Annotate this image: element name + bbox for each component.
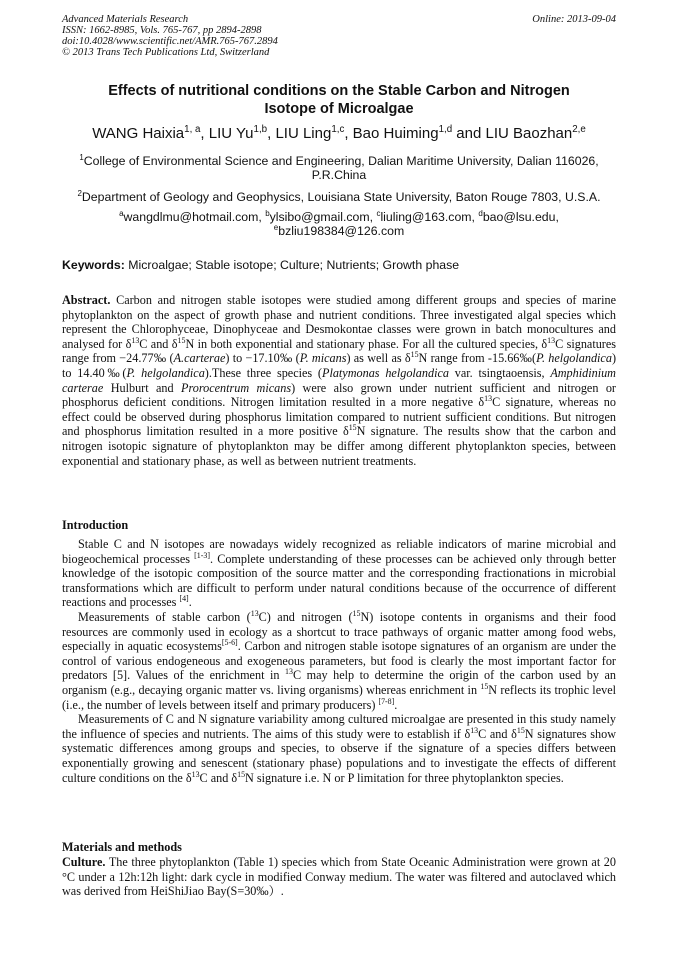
abstract-text: ) were also grown under nutrient sufficient and nitrogen or phosphorus deficient conditions. Nitrogen limitation resulted in a more negative δ xyxy=(62,380,616,410)
intro-text: N reflects its trophic level (i.e., the number of levels between itself and primary producers) xyxy=(62,682,616,712)
species-name: Amphidinium carterae xyxy=(62,365,616,395)
abstract-text: N range from -15.66‰( xyxy=(418,351,537,366)
isotope-sup: 15 xyxy=(237,769,246,779)
affil-1-line-2: P.R.China xyxy=(311,168,367,182)
intro-text: N signatures show systematic differences among groups and species, to observe if the signature of a species differs between exponentially growing and senescent (stationary phase) populations and to investigate the effects of different culture conditions on the δ xyxy=(62,726,617,785)
citation[interactable]: [7-8] xyxy=(378,696,395,706)
introduction-heading: Introduction xyxy=(62,518,129,532)
intro-text: . xyxy=(188,595,192,610)
abstract-text: ) to 14.40‰( xyxy=(62,351,616,380)
abstract-text: ) to −17.10‰ ( xyxy=(225,351,300,366)
email-e[interactable]: bzliu198384@126.com xyxy=(278,224,405,238)
author-affil: 1,b xyxy=(253,124,268,135)
isotope-sup: 13 xyxy=(285,667,293,677)
abstract-text: ) as well as δ xyxy=(346,351,411,366)
isotope-sup: 15 xyxy=(516,725,525,735)
author-name: LIU Yu xyxy=(208,125,254,142)
keywords-text: Microalgae; Stable isotope; Culture; Nutrients; Growth phase xyxy=(124,258,460,272)
intro-paragraph-1 xyxy=(62,537,616,610)
species-name: Platymonas helgolandica xyxy=(322,365,449,380)
email-marker: b xyxy=(265,208,270,218)
affil-1-line-1: College of Environmental Science and Engineering, Dalian Maritime University, Dalian 116026, xyxy=(83,154,599,168)
email-d[interactable]: bao@lsu.edu, xyxy=(482,210,559,224)
methods-body xyxy=(62,855,616,899)
isotope-sup: 13 xyxy=(191,769,200,779)
isotope-sup: 13 xyxy=(250,608,259,618)
abstract-text: C signatures range from −24.77‰ ( xyxy=(62,336,617,366)
intro-text: Measurements of stable carbon ( xyxy=(78,609,251,624)
intro-text: C) and nitrogen ( xyxy=(258,609,353,624)
author-sep: , xyxy=(267,125,276,142)
author-affil: 2,e xyxy=(572,124,586,135)
citation[interactable]: [5-6] xyxy=(221,638,238,648)
abstract-text: C signature, whereas no effect could be observed during phosphorus limitation compared to nutrient sufficient conditions. But nitrogen and phosphorus limitation resulted in a more positive δ xyxy=(62,395,616,439)
issn-line: ISSN: 1662-8985, Vols. 765-767, pp 2894-2898 xyxy=(62,25,262,36)
intro-text: Measurements of C and N signature variability among cultured microalgae are presented in this study namely the influence of species and nutrients. The aims of this study were to establish if δ xyxy=(62,712,616,741)
intro-text: C and δ xyxy=(478,726,517,741)
intro-text: . Carbon and nitrogen stable isotope signatures of an organism are under the control of various endogeneous and exogeneous parameters, but food is clearly the most important factor for predators [5]. Values of the enrichment in xyxy=(62,639,616,683)
introduction-body xyxy=(62,537,616,785)
email-list xyxy=(62,210,616,238)
abstract-text: Hulburt and xyxy=(103,380,181,395)
copyright-line: © 2013 Trans Tech Publications Ltd, Switzerland xyxy=(62,47,270,58)
email-marker: d xyxy=(478,208,483,218)
title-line-2: Isotope of Microalgae xyxy=(264,101,414,117)
species-name: P. micans xyxy=(299,351,347,366)
online-date: Online: 2013-09-04 xyxy=(532,14,616,25)
email-b[interactable]: ylsibo@gmail.com, xyxy=(269,210,377,224)
abstract-text: C and δ xyxy=(139,336,178,351)
title-line-1: Effects of nutritional conditions on the Stable Carbon and Nitrogen xyxy=(108,83,570,99)
author-sep: , xyxy=(344,125,353,142)
keywords-label: Keywords: xyxy=(62,258,125,272)
methods-text: The three phytoplankton (Table 1) species which from State Oceanic Administration were grown at 20 °C under a 12h:12h light: dark cycle in modified Conway medium. The water was filtered and autoclaved which was derived from HeiShiJiao Bay(S=30‰）. xyxy=(62,855,616,899)
affiliation-1 xyxy=(62,154,616,182)
abstract-text: Carbon and nitrogen stable isotopes were studied among different groups and species of marine phytoplankton on the aspect of growth phase and nutrient conditions. Three investigated algal species which represent the Chlorophyceae, Dinophyceae and Desmokontae classes were grown in batch monocultures and analysed for δ xyxy=(62,293,616,351)
email-a[interactable]: wangdlmu@hotmail.com, xyxy=(123,210,266,224)
email-marker: a xyxy=(119,208,124,218)
email-c[interactable]: liuling@163.com, xyxy=(380,210,479,224)
isotope-sup: 13 xyxy=(547,335,556,345)
isotope-sup: 15 xyxy=(348,423,357,433)
abstract-text: ).These three species ( xyxy=(204,365,322,380)
intro-text: . xyxy=(394,697,398,712)
species-name: A.carterae xyxy=(173,351,226,366)
isotope-sup: 15 xyxy=(410,350,419,360)
affil-2-text: Department of Geology and Geophysics, Louisiana State University, Baton Rouge 7803, U.S.A. xyxy=(81,190,601,204)
intro-text: . Complete understanding of these processes can be achieved only through better knowledge of the isotopic composition of the source matter and the corresponding fractionations in microbial transformations which are difficult to perform under natural conditions because of the occurrence of different reactions and processes xyxy=(62,551,616,610)
author-name: LIU Baozhan xyxy=(485,125,573,142)
species-name: Prorocentrum micans xyxy=(181,380,292,395)
species-name: P. helgolandica xyxy=(126,365,205,380)
citation[interactable]: [4] xyxy=(179,594,189,604)
species-name: P. helgolandica xyxy=(536,351,612,366)
intro-text: C and δ xyxy=(199,770,238,785)
author-name: LIU Ling xyxy=(275,125,332,142)
journal-header xyxy=(62,14,616,58)
paper-title xyxy=(62,82,616,118)
isotope-sup: 13 xyxy=(131,335,140,345)
intro-paragraph-3 xyxy=(62,712,616,785)
isotope-sup: 15 xyxy=(352,608,361,618)
isotope-sup: 13 xyxy=(470,725,479,735)
intro-text: C may help to determine the origin of the carbon used by an organism (e.g., decaying organic matter vs. living organisms) whereas enrichment in xyxy=(62,668,616,697)
email-marker: e xyxy=(273,222,279,232)
author-affil: 1,d xyxy=(438,124,453,135)
affiliation-2 xyxy=(62,190,616,204)
abstract-text: N in both exponential and stationary phase. For all the cultured species, δ xyxy=(185,336,548,351)
abstract-label: Abstract. xyxy=(62,293,111,307)
author-affil: 1,c xyxy=(331,124,345,135)
author-affil: 1, a xyxy=(184,124,201,135)
intro-text: N) isotope contents in organisms and their food resources are commonly used in ecology as a shortcut to trace pathways of organic matter among food webs, especially in aquatic ecosystems xyxy=(62,609,616,654)
isotope-sup: 15 xyxy=(177,335,186,345)
keywords xyxy=(62,258,616,273)
abstract xyxy=(62,293,616,468)
email-marker: c xyxy=(376,208,381,218)
affil-marker: 1 xyxy=(79,152,84,162)
doi-line: doi:10.4028/www.scientific.net/AMR.765-767.2894 xyxy=(62,36,278,47)
author-sep: and xyxy=(452,125,486,142)
isotope-sup: 15 xyxy=(480,681,489,691)
intro-text: N signature i.e. N or P limitation for three phytoplankton species. xyxy=(245,770,564,785)
citation[interactable]: [1-3] xyxy=(194,550,210,560)
author-name: WANG Haixia xyxy=(92,125,185,142)
abstract-text: N signature. The results show that the carbon and nitrogen isotopic signature of phytoplankton may be differ among different phytoplankton species, between exponential and stationary phase, as well as between nutrient treatments. xyxy=(62,424,616,468)
abstract-text: var. tsingtaoensis, xyxy=(448,365,551,380)
author-sep: , xyxy=(200,125,209,142)
author-list xyxy=(40,125,638,143)
intro-text: Stable C and N isotopes are nowadays widely recognized as reliable indicators of marine microbial and biogeochemical processes xyxy=(62,537,616,566)
author-name: Bao Huiming xyxy=(352,125,439,142)
culture-label: Culture. xyxy=(62,855,106,869)
isotope-sup: 13 xyxy=(484,394,493,404)
affil-marker: 2 xyxy=(77,188,82,198)
intro-paragraph-2 xyxy=(62,610,616,712)
journal-name: Advanced Materials Research xyxy=(62,14,189,25)
methods-heading: Materials and methods xyxy=(62,840,182,854)
